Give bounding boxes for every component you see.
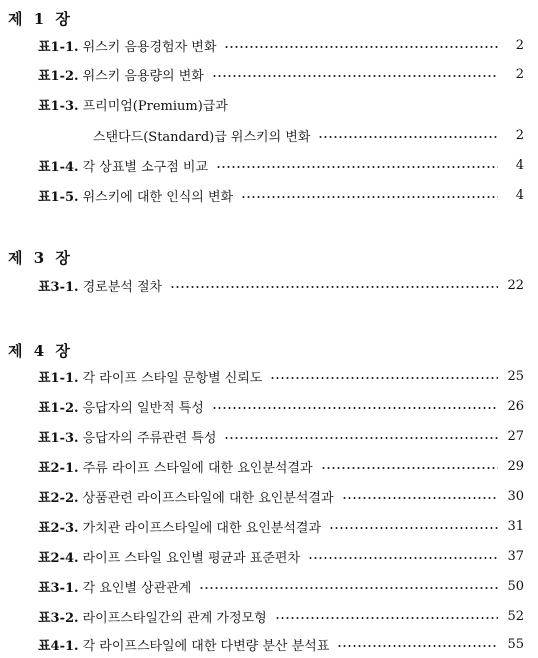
entry-label: 표3-1.	[38, 580, 79, 596]
chapter-heading-4: 제 4 장	[8, 342, 73, 360]
dot-leader	[241, 196, 498, 198]
entry-label: 표1-4.	[38, 159, 79, 175]
entry-label: 표1-1.	[38, 39, 79, 55]
entry-label: 표1-2.	[38, 400, 79, 416]
entry-page-number: 30	[507, 488, 524, 504]
toc-entry[interactable]	[38, 93, 524, 115]
toc-entry[interactable]	[38, 485, 524, 507]
toc-entry[interactable]	[38, 633, 524, 655]
entry-label: 표2-3.	[38, 520, 79, 536]
entry-page-number: 2	[515, 66, 524, 82]
entry-label: 표2-2.	[38, 490, 79, 506]
entry-label: 표4-1.	[38, 638, 79, 654]
entry-label: 표1-3.	[38, 98, 79, 114]
chapter-heading-3: 제 3 장	[8, 249, 73, 267]
entry-title: 스탠다드(Standard)급 위스키의 변화	[93, 129, 311, 145]
toc-entry[interactable]	[38, 184, 524, 206]
toc-entry[interactable]	[38, 274, 524, 296]
toc-entry[interactable]	[38, 365, 524, 387]
entry-page-number: 26	[507, 398, 524, 414]
dot-leader	[275, 617, 498, 619]
entry-page-number: 55	[507, 636, 524, 652]
dot-leader	[321, 467, 498, 469]
entry-title: 위스키 음용량의 변화	[82, 68, 204, 84]
entry-title: 경로분석 절차	[82, 279, 163, 295]
entry-page-number: 52	[507, 608, 524, 624]
entry-label: 표2-4.	[38, 550, 79, 566]
entry-page-number: 37	[507, 548, 524, 564]
toc-entry[interactable]	[38, 575, 524, 597]
entry-title: 각 요인별 상관관계	[82, 580, 192, 596]
entry-title: 응답자의 일반적 특성	[82, 400, 204, 416]
entry-title: 라이프스타일간의 관계 가정모형	[82, 610, 267, 626]
toc-entry[interactable]	[38, 545, 524, 567]
entry-title: 상품관련 라이프스타일에 대한 요인분석결과	[82, 490, 334, 506]
dot-leader	[329, 527, 498, 529]
dot-leader	[308, 557, 498, 559]
toc-entry[interactable]	[38, 154, 524, 176]
toc-entry[interactable]	[38, 63, 524, 85]
entry-label: 표1-2.	[38, 68, 79, 84]
entry-label: 표1-1.	[38, 370, 79, 386]
entry-title: 위스키에 대한 인식의 변화	[82, 189, 234, 205]
entry-title: 각 라이프스타일에 대한 다변량 분산 분석표	[82, 638, 330, 654]
entry-page-number: 31	[507, 518, 524, 534]
dot-leader	[216, 166, 498, 168]
entry-title: 프리미엄(Premium)급과	[82, 98, 228, 114]
entry-label: 표1-5.	[38, 189, 79, 205]
entry-page-number: 2	[515, 37, 524, 53]
entry-page-number: 22	[507, 277, 524, 293]
chapter-heading-1: 제 1 장	[8, 10, 73, 28]
dot-leader	[212, 75, 498, 77]
entry-page-number: 4	[515, 157, 524, 173]
toc-entry-continuation[interactable]	[93, 124, 524, 146]
entry-title: 라이프 스타일 요인별 평균과 표준편차	[82, 550, 301, 566]
entry-title: 각 상표별 소구점 비교	[82, 159, 208, 175]
dot-leader	[224, 46, 498, 48]
entry-title: 각 라이프 스타일 문항별 신뢰도	[82, 370, 263, 386]
entry-page-number: 27	[507, 428, 524, 444]
dot-leader	[170, 286, 498, 288]
entry-label: 표3-1.	[38, 279, 79, 295]
dot-leader	[199, 587, 498, 589]
dot-leader	[224, 437, 498, 439]
toc-entry[interactable]	[38, 34, 524, 56]
toc-entry[interactable]	[38, 605, 524, 627]
toc-entry[interactable]	[38, 515, 524, 537]
entry-page-number: 50	[507, 578, 524, 594]
toc-entry[interactable]	[38, 455, 524, 477]
dot-leader	[318, 136, 498, 138]
dot-leader	[212, 407, 498, 409]
dot-leader	[270, 377, 498, 379]
entry-page-number: 25	[507, 368, 524, 384]
dot-leader	[342, 497, 498, 499]
entry-label: 표1-3.	[38, 430, 79, 446]
entry-page-number: 29	[507, 458, 524, 474]
entry-page-number: 2	[515, 127, 524, 143]
toc-entry[interactable]	[38, 395, 524, 417]
entry-page-number: 4	[515, 187, 524, 203]
dot-leader	[337, 645, 498, 647]
entry-title: 응답자의 주류관련 특성	[82, 430, 217, 446]
entry-label: 표2-1.	[38, 460, 79, 476]
entry-title: 가치관 라이프스타일에 대한 요인분석결과	[82, 520, 322, 536]
entry-title: 주류 라이프 스타일에 대한 요인분석결과	[82, 460, 313, 476]
entry-label: 표3-2.	[38, 610, 79, 626]
entry-title: 위스키 음용경험자 변화	[82, 39, 217, 55]
toc-entry[interactable]	[38, 425, 524, 447]
